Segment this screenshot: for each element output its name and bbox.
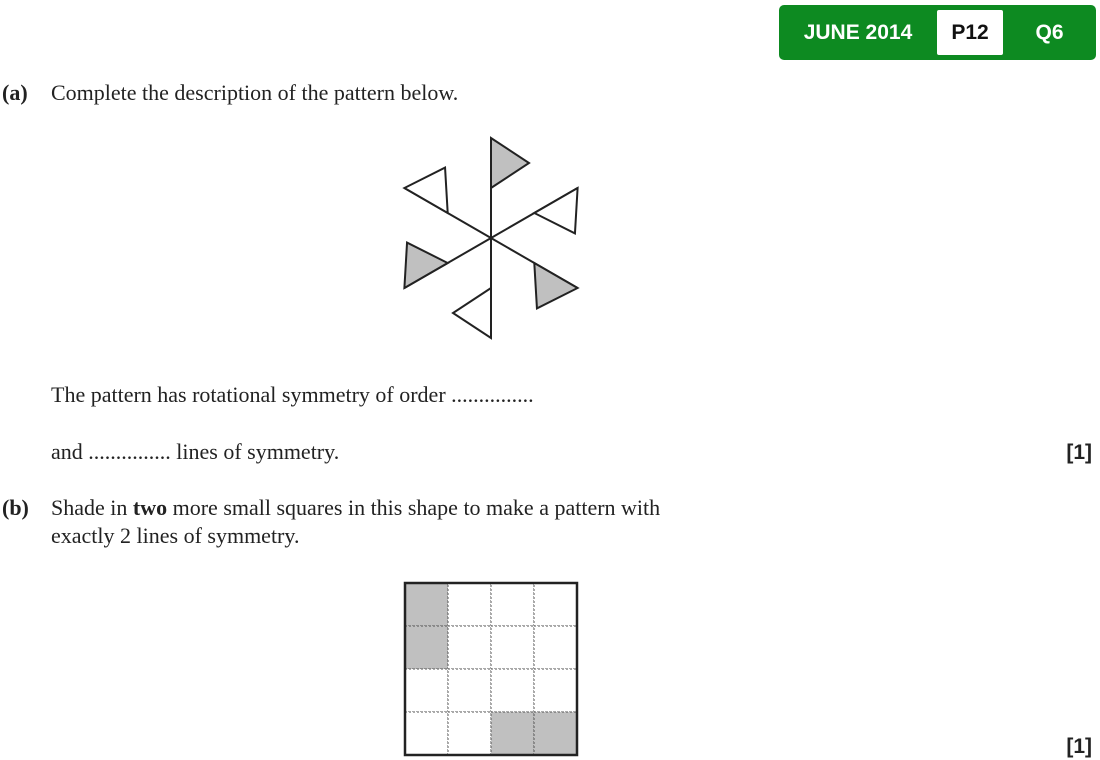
part-a-line2 (51, 441, 339, 463)
part-b-instruction-line1 (51, 497, 660, 519)
rotational-order-text: The pattern has rotational symmetry of order (51, 382, 446, 407)
instruction-text-2: more small squares in this shape to make a pattern with (172, 495, 661, 520)
lines-of-symmetry-blank[interactable]: ............... (88, 439, 171, 464)
grid-cell[interactable] (405, 712, 448, 755)
grid-cell[interactable] (491, 626, 534, 669)
grid-cell[interactable] (405, 669, 448, 712)
grid-cell[interactable] (448, 626, 491, 669)
grid-cell[interactable] (534, 626, 577, 669)
grid-cell[interactable] (448, 712, 491, 755)
rotational-order-blank[interactable]: ............... (451, 382, 534, 407)
grid-cell-shaded[interactable] (534, 712, 577, 755)
pinwheel-unshaded-triangle (453, 288, 491, 338)
instruction-text-1: Shade in (51, 495, 128, 520)
part-a-label: (a) (2, 80, 28, 105)
grid-cell[interactable] (491, 669, 534, 712)
pinwheel-shaded-triangle (404, 243, 447, 288)
and-text: and (51, 439, 83, 464)
grid-cells (405, 583, 577, 755)
grid-cell[interactable] (448, 583, 491, 626)
part-a-line1 (51, 384, 534, 406)
part-a-instruction: Complete the description of the pattern below. (51, 80, 459, 105)
pinwheel-unshaded-triangle (404, 168, 447, 213)
grid-cell[interactable] (448, 669, 491, 712)
badge-question: Q6 (1035, 20, 1064, 44)
symmetry-grid (404, 582, 578, 756)
badge-date: JUNE 2014 (803, 20, 913, 44)
badge-paper: P12 (937, 10, 1003, 55)
grid-cell[interactable] (534, 669, 577, 712)
grid-cell[interactable] (491, 583, 534, 626)
grid-cell-shaded[interactable] (491, 712, 534, 755)
pinwheel-unshaded-triangle (534, 188, 577, 233)
grid-cell[interactable] (534, 583, 577, 626)
part-b-label: (b) (2, 495, 29, 520)
grid-cell-shaded[interactable] (405, 626, 448, 669)
instruction-bold-two: two (132, 495, 168, 520)
part-a-marks: [1] (1066, 441, 1092, 464)
part-b-instruction-line2: exactly 2 lines of symmetry. (51, 523, 300, 548)
part-b-marks: [1] (1066, 735, 1092, 758)
pinwheel-shaded-triangle (491, 138, 529, 188)
grid-cell-shaded[interactable] (405, 583, 448, 626)
pinwheel-shaded-triangle (534, 263, 577, 308)
lines-of-symmetry-text: lines of symmetry. (176, 439, 340, 464)
pinwheel-arms (404, 138, 577, 338)
